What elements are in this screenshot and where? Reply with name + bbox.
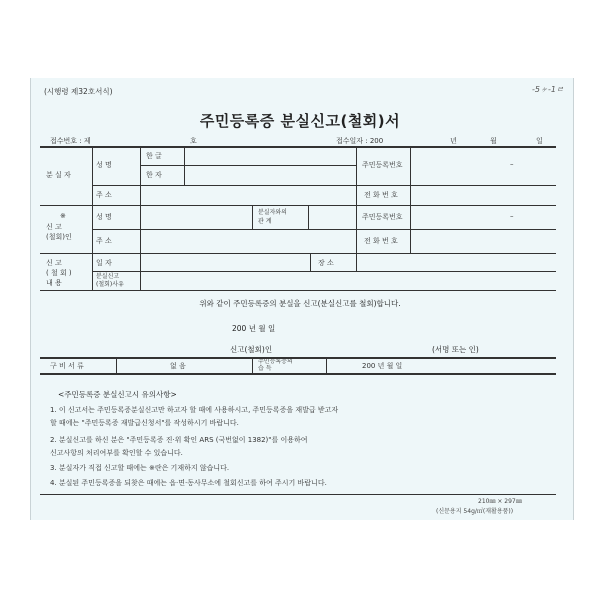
handwritten-note: -5ヶ-1ㄹ bbox=[532, 85, 564, 94]
reporter-phone-label: 전 화 번 호 bbox=[364, 237, 398, 245]
loser-address-label: 주 소 bbox=[96, 191, 112, 199]
report-section-line1: 신 고 bbox=[46, 259, 62, 267]
reporter-section-line1: 신 고 bbox=[46, 223, 62, 231]
sign-signature-label: (서명 또는 인) bbox=[432, 345, 479, 354]
notice-line: 3. 분실자가 직접 신고할 때에는 ※란은 기재하지 않습니다. bbox=[50, 464, 230, 472]
report-reason-line2: (철회)사유 bbox=[96, 281, 124, 288]
receipt-month: 월 bbox=[490, 137, 497, 145]
docs-issue-line1: 주민등록증의 bbox=[258, 358, 293, 365]
reporter-rrn-label: 주민등록번호 bbox=[362, 213, 403, 221]
docs-label: 구 비 서 류 bbox=[50, 362, 84, 370]
docs-issue-line2: 습 득 bbox=[258, 365, 272, 372]
receipt-number-label: 접수번호 : 제 bbox=[50, 137, 91, 145]
notice-line: 2. 분실신고를 하신 분은 "주민등록증 진·위 확인 ARS (국번없이 1382)"를 이용하여 bbox=[50, 436, 308, 444]
notice-line: 1. 이 신고서는 주민등록증분실신고만 하고자 할 때에 사용하시고, 주민등록증을 재발급 받고자 bbox=[50, 406, 339, 414]
notice-line: 할 때에는 "주민등록증 재발급신청서"를 작성하시기 바랍니다. bbox=[50, 419, 239, 427]
form-title: 주민등록증 분실신고(철회)서 bbox=[199, 112, 401, 130]
notice-title: <주민등록증 분실신고시 유의사항> bbox=[58, 390, 177, 399]
reporter-section-line2: (철회)인 bbox=[46, 233, 72, 241]
report-section-line2: ( 철 회 ) bbox=[46, 269, 72, 277]
receipt-number-suffix: 호 bbox=[190, 137, 197, 145]
form-number: (시행령 제32호서식) bbox=[44, 87, 113, 96]
reporter-mark: ※ bbox=[60, 212, 66, 220]
loser-phone-label: 전 화 번 호 bbox=[364, 191, 398, 199]
sign-reporter-label: 신고(철회)인 bbox=[230, 345, 273, 354]
docs-value: 없 음 bbox=[170, 362, 186, 370]
reporter-relation-line2: 관 계 bbox=[258, 218, 272, 225]
loser-name-label: 성 명 bbox=[96, 161, 112, 169]
report-reason-line1: 분실신고 bbox=[96, 273, 120, 280]
report-place-label: 장 소 bbox=[318, 259, 334, 267]
notice-line: 4. 분실된 주민등록증을 되찾은 때에는 읍·면·동사무소에 철회신고를 하여 주시기 바랍니다. bbox=[50, 479, 327, 487]
footer-paper: (신문용지 54g/㎡(재활용품)) bbox=[436, 508, 514, 515]
reporter-name-label: 성 명 bbox=[96, 213, 112, 221]
receipt-day: 일 bbox=[536, 137, 543, 145]
loser-rrn-dash: – bbox=[510, 160, 514, 168]
receipt-date-label: 접수일자 : 200 bbox=[336, 137, 384, 145]
docs-issue-date: 200 년 월 일 bbox=[362, 362, 403, 370]
loser-hanja-label: 한 자 bbox=[146, 171, 162, 179]
footer-size: 210㎜ × 297㎜ bbox=[478, 498, 522, 505]
report-section-line3: 내 용 bbox=[46, 279, 62, 287]
declaration-statement: 위와 같이 주민등록증의 분실을 신고(분실신고를 철회)합니다. bbox=[199, 299, 401, 308]
notice-line: 신고사항의 처리여부를 확인할 수 있습니다. bbox=[50, 449, 183, 457]
loser-section-label: 분 실 자 bbox=[46, 171, 71, 179]
loser-hangul-label: 한 글 bbox=[146, 152, 162, 160]
report-date-label: 일 자 bbox=[96, 259, 112, 267]
receipt-year: 년 bbox=[450, 137, 457, 145]
loser-rrn-label: 주민등록번호 bbox=[362, 161, 403, 169]
reporter-address-label: 주 소 bbox=[96, 237, 112, 245]
reporter-rrn-dash: – bbox=[510, 212, 514, 220]
reporter-relation-line1: 분실자와의 bbox=[258, 209, 287, 216]
sign-date: 200 년 월 일 bbox=[232, 324, 276, 333]
